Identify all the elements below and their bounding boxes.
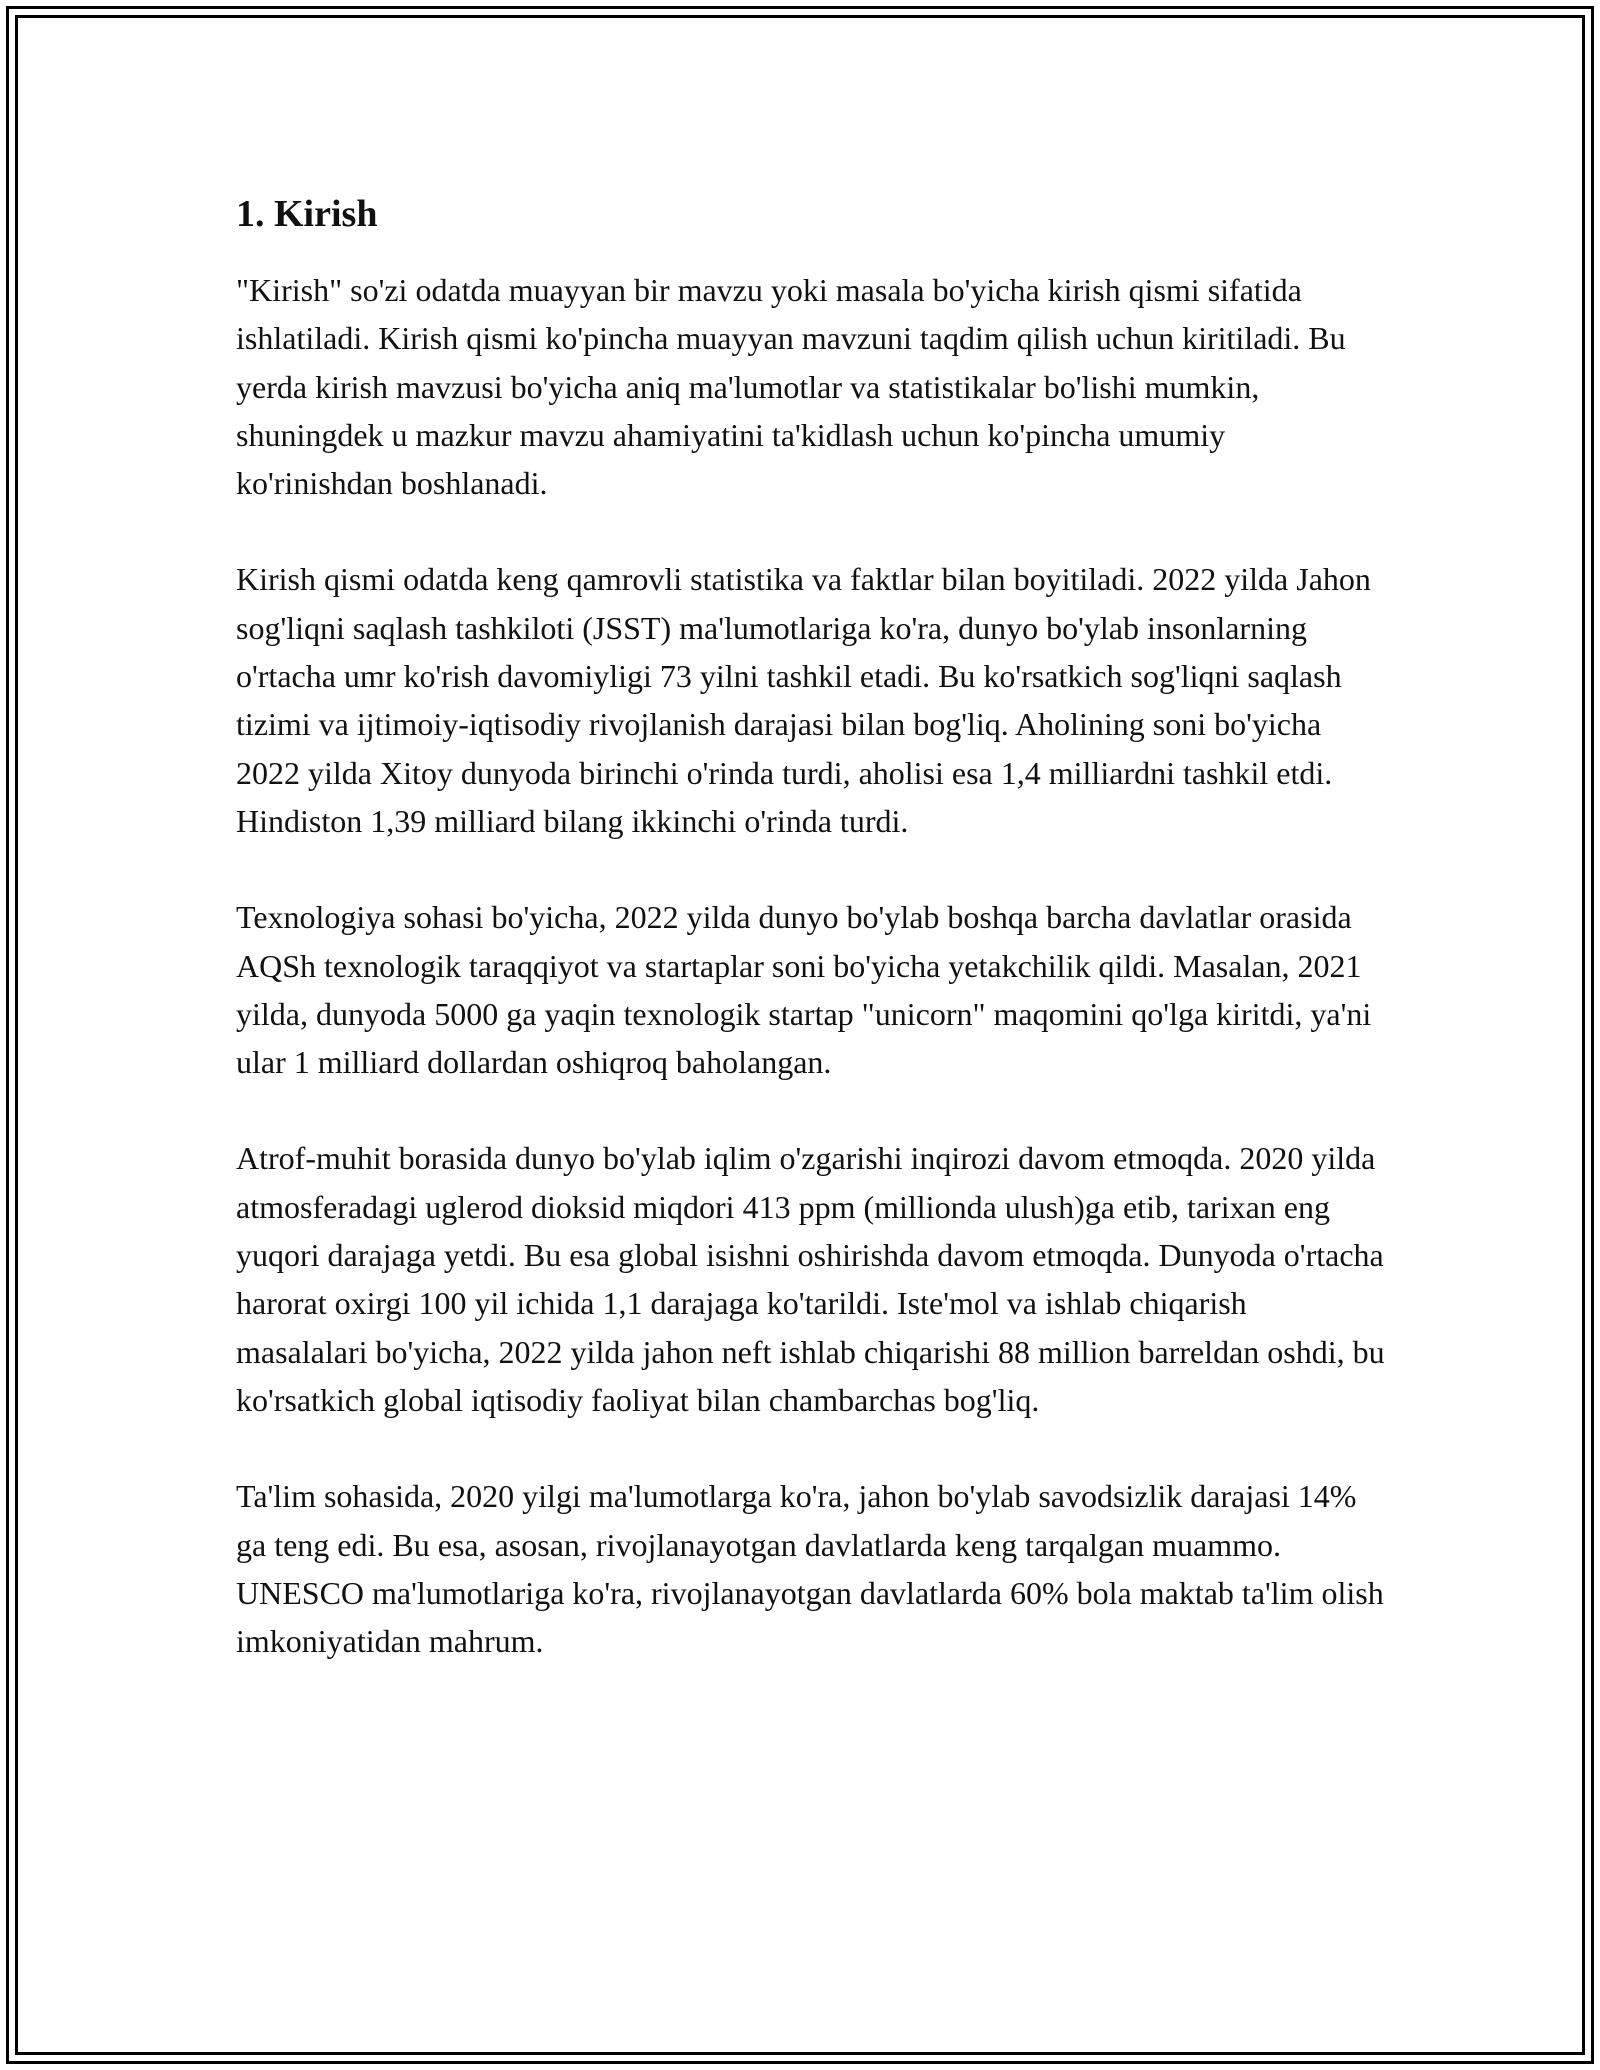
document-body bbox=[236, 188, 1386, 1713]
paragraph-introduction: "Kirish" so'zi odatda muayyan bir mavzu yoki masala bo'yicha kirish qismi sifatida ishlatiladi. Kirish qismi ko'pincha muayyan mavzuni taqdim qilish uchun kiritiladi. Bu yerda kirish mavzusi bo'yicha aniq ma'lumotlar va statistikalar bo'lishi mumkin, shuningdek u mazkur mavzu ahamiyatini ta'kidlash uchun ko'pincha umumiy ko'rinishdan boshlanadi. bbox=[236, 272, 1346, 502]
paragraph-technology: Texnologiya sohasi bo'yicha, 2022 yilda dunyo bo'ylab boshqa barcha davlatlar orasida AQSh texnologik taraqqiyot va startaplar soni bo'yicha yetakchilik qildi. Masalan, 2021 yilda, dunyoda 5000 ga yaqin texnologik startap "unicorn" maqomini qo'lga kiritdi, ya'ni ular 1 milliard dollardan oshiqroq baholangan. bbox=[236, 899, 1372, 1081]
paragraph-education: Ta'lim sohasida, 2020 yilgi ma'lumotlarga ko'ra, jahon bo'ylab savodsizlik darajasi 14% ga teng edi. Bu esa, asosan, rivojlanayotgan davlatlarda keng tarqalgan muammo. UNESCO ma'lumotlariga ko'ra, rivojlanayotgan davlatlarda 60% bola maktab ta'lim olish imkoniyatidan mahrum. bbox=[236, 1478, 1384, 1660]
section-heading: 1. Kirish bbox=[236, 193, 378, 235]
paragraph-health-population: Kirish qismi odatda keng qamrovli statistika va faktlar bilan boyitiladi. 2022 yilda Jahon sog'liqni saqlash tashkiloti (JSST) ma'lumotlariga ko'ra, dunyo bo'ylab insonlarning o'rtacha umr ko'rish davomiyligi 73 yilni tashkil etadi. Bu ko'rsatkich sog'liqni saqlash tizimi va ijtimoiy-iqtisodiy rivojlanish darajasi bilan bog'liq. Aholining soni bo'yicha 2022 yilda Xitoy dunyoda birinchi o'rinda turdi, aholisi esa 1,4 milliardni tashkil etdi. Hindiston 1,39 milliard bilang ikkinchi o'rinda turdi. bbox=[236, 561, 1371, 839]
paragraph-environment: Atrof-muhit borasida dunyo bo'ylab iqlim o'zgarishi inqirozi davom etmoqda. 2020 yilda atmosferadagi uglerod dioksid miqdori 413 ppm (millionda ulush)ga etib, tarixan eng yuqori darajaga yetdi. Bu esa global isishni oshirishda davom etmoqda. Dunyoda o'rtacha harorat oxirgi 100 yil ichida 1,1 darajaga ko'tarildi. Iste'mol va ishlab chiqarish masalalari bo'yicha, 2022 yilda jahon neft ishlab chiqarishi 88 million barreldan oshdi, bu ko'rsatkich global iqtisodiy faoliyat bilan chambarchas bog'liq. bbox=[236, 1140, 1385, 1418]
